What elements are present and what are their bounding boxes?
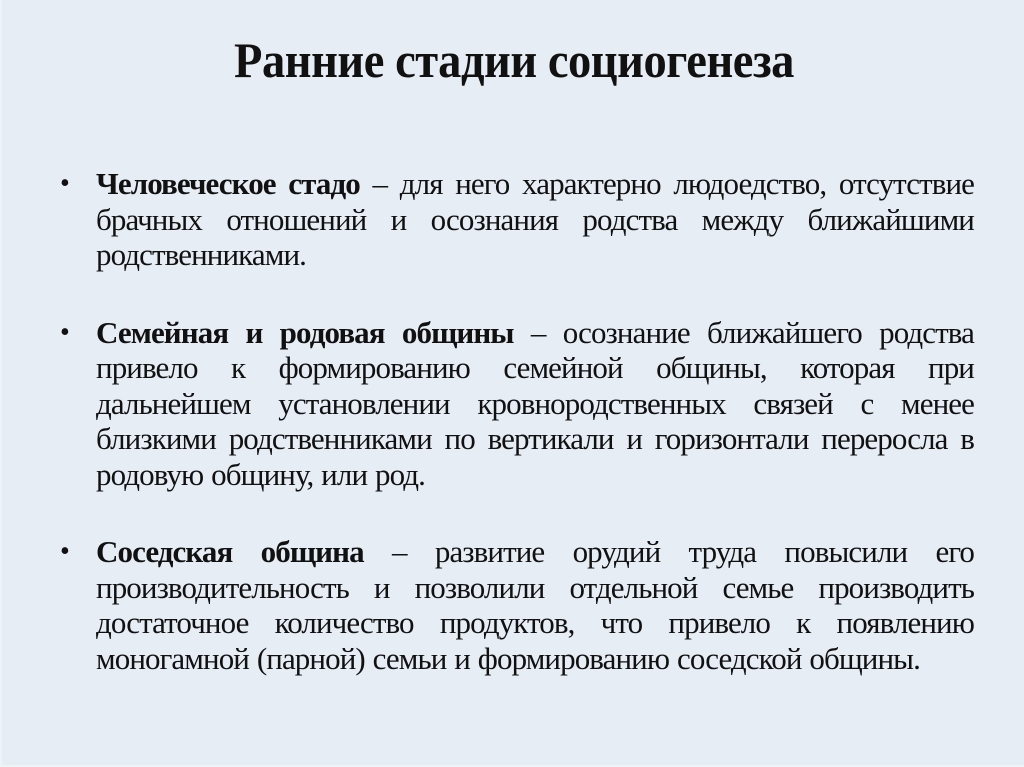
bullet-family-clan-community	[58, 315, 974, 493]
bullet-list	[58, 166, 974, 676]
slide-title: Ранние стадии социогенеза	[234, 32, 794, 88]
bullet-text: – осознание ближайшего родства привело к формированию семейной общины, которая при дальнейшем установлении кровнородственных связей с менее близкими родственниками по вертикали и горизонтали переросла в родовую общину, или род.	[96, 314, 974, 492]
bullet-text: – для него характерно людоедство, отсутствие брачных отношений и осознания родства между ближайшими родственниками.	[96, 166, 974, 272]
bullet-term: Семейная и родовая общины	[96, 314, 514, 350]
bullet-neighbor-community	[58, 534, 974, 676]
bullet-human-herd	[58, 166, 974, 273]
bullet-text: – развитие орудий труда повысили его производительность и позволили отдельной семье производить достаточное количество продуктов, что привело к появлению моногамной (парной) семьи и формированию соседской общины.	[96, 534, 974, 676]
bullet-term: Человеческое стадо	[96, 166, 360, 201]
bullet-marker-icon: •	[60, 168, 69, 199]
bullet-term: Соседская община	[96, 534, 364, 569]
bullet-marker-icon: •	[60, 536, 69, 567]
bullet-marker-icon: •	[60, 316, 69, 348]
